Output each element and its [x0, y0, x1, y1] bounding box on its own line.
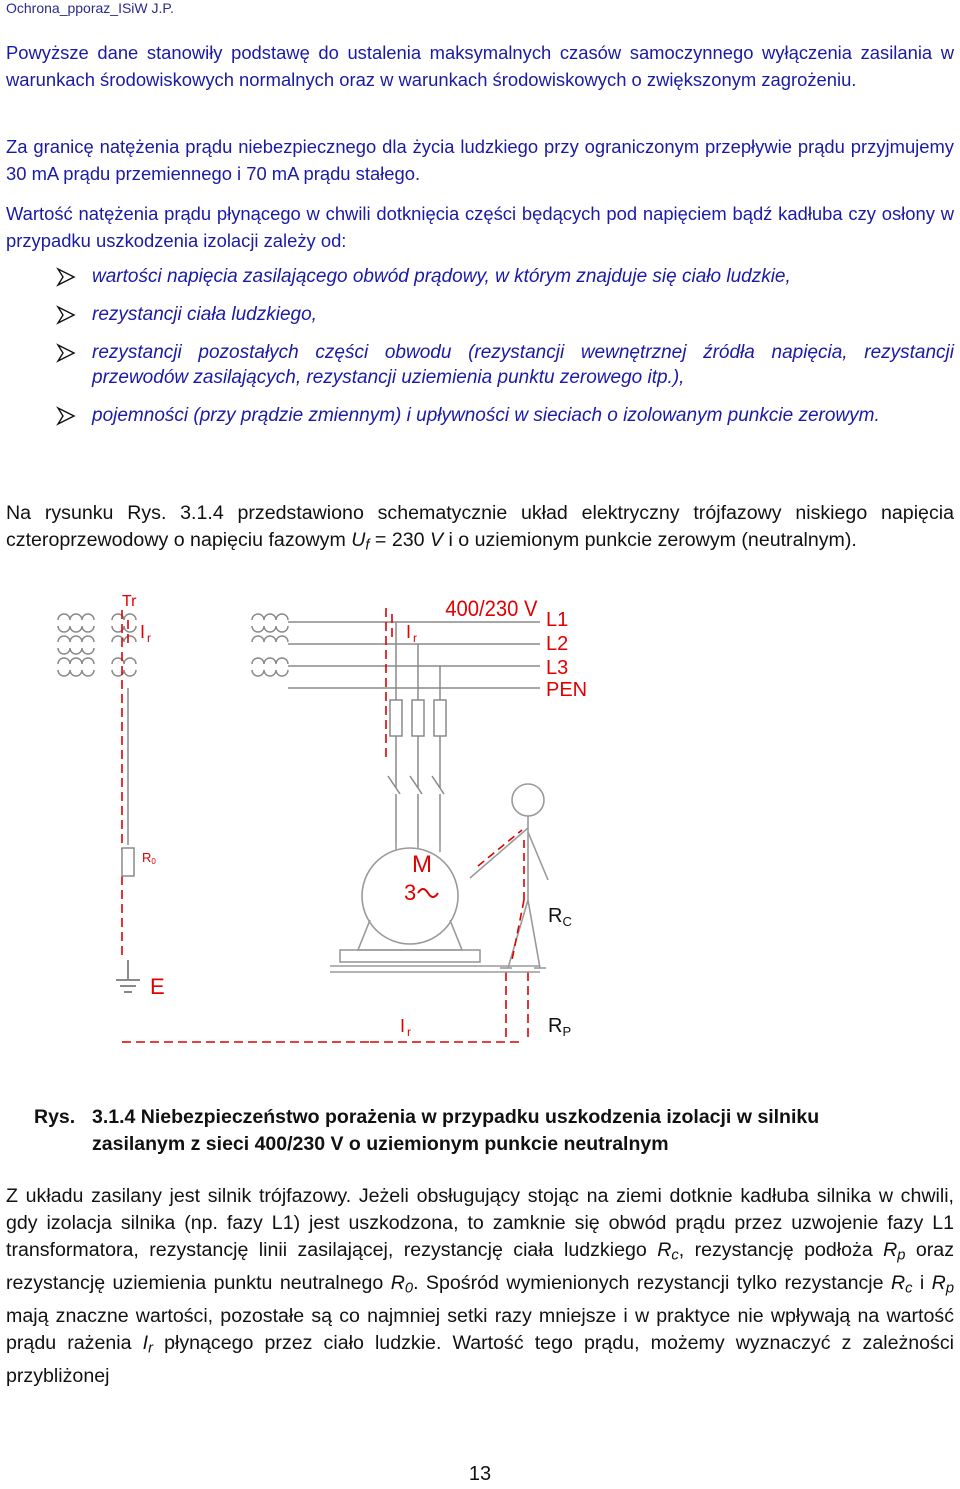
rc-label: $R_C$ — [548, 905, 572, 929]
earth-label: E — [150, 974, 165, 999]
paragraph-limits: Powyższe dane stanowiły podstawę do ustalenia maksymalnych czasów samoczynnego wyłączenia zasilania w warunkach środowiskowych normalnych oraz w warunkach środowiskowych o zwiększonym zagrożeniu. — [6, 42, 954, 90]
list-item-text: rezystancji pozostałych części obwodu (rezystancji wewnętrznej źródła napięcia, rezystancji przewodów zasilających, rezystancji uziemienia punktu zerowego itp.), — [92, 342, 954, 388]
figure-caption — [34, 1104, 912, 1158]
list-item — [6, 302, 954, 327]
caption-text: 3.1.4 Niebezpieczeństwo porażenia w przypadku uszkodzenia izolacji w silniku zasilanym z sieci 400/230 V o uziemionym punkcie neutralnym — [92, 1106, 820, 1155]
fuses — [390, 700, 446, 736]
voltage-label: 400/230 V — [445, 597, 538, 622]
list-item-text: pojemności (przy prądzie zmiennym) i upływności w sieciach o izolowanym punkcie zerowym. — [92, 405, 880, 426]
factors-list — [6, 264, 954, 441]
list-item — [6, 264, 954, 289]
running-header: Ochrona_pporaz_ISiW J.P. — [6, 0, 174, 16]
fault-current-path — [122, 608, 528, 1042]
line-label-pen: PEN — [546, 679, 588, 701]
r0-resistor — [122, 848, 134, 876]
motor-label-m: M — [412, 851, 432, 878]
list-item — [6, 403, 954, 428]
arrow-bullet-icon — [56, 267, 76, 287]
current-label-3: I $_r$ — [400, 1016, 412, 1039]
arrow-bullet-icon — [56, 305, 76, 325]
list-item-text: rezystancji ciała ludzkiego, — [92, 304, 317, 325]
arrow-bullet-icon — [56, 406, 76, 426]
paragraph-factors-intro: Wartość natężenia prądu płynącego w chwili dotknięcia części będących pod napięciem bądź kadłuba czy osłony w przypadku uszkodzenia izolacji zależy od: — [6, 203, 954, 251]
motor-label-3: 3 — [404, 880, 417, 905]
line-label-l2: L2 — [546, 633, 569, 655]
ac-tilde-icon — [418, 889, 438, 897]
bus-lines — [128, 622, 540, 845]
caption-lead: Rys. — [34, 1106, 76, 1128]
line-label-l1: L1 — [546, 609, 569, 631]
current-label-2: I $_r$ — [406, 622, 418, 645]
r0-label: R0 — [142, 850, 156, 866]
rp-label: $R_P$ — [548, 1015, 572, 1039]
list-item — [6, 340, 954, 390]
list-item-text: wartości napięcia zasilającego obwód prądowy, w którym znajduje się ciało ludzkie, — [92, 266, 791, 287]
paragraph-current-threshold: Za granicę natężenia prądu niebezpiecznego dla życia ludzkiego przy ograniczonym przepływie prądu przyjmujemy 30 mA prądu przemiennego i 70 mA prądu stałego. — [6, 136, 954, 184]
ground-icon — [116, 960, 140, 992]
transformer-label: Tr — [122, 593, 137, 610]
transformer-windings — [58, 614, 288, 676]
paragraph-figure-intro: Na rysunku Rys. 3.1.4 przedstawiono schematycznie układ elektryczny trójfazowy niskiego napięcia czteroprzewodowy o napięciu fazowym $U_f = 230$ V i o uziemionym punkcie zerowym (neutralnym). — [6, 502, 954, 554]
page-number: 13 — [468, 1463, 492, 1485]
electrical-diagram — [0, 580, 960, 1080]
paragraph-explanation: Z układu zasilany jest silnik trójfazowy. Jeżeli obsługujący stojąc na ziemi dotknie kadłuba silnika w chwili, gdy izolacja silnika (np. fazy L1) jest uszkodzona, to zamknie się obwód prądu przez uzwojenie fazy L1 transformatora, rezystancję linii zasilającej, rezystancję ciała ludzkiego $R_c$, rezystancję podłoża $R_p$ oraz rezystancję uziemienia punktu neutralnego $R_0$. Spośród wymienionych rezystancji tylko rezystancje $R_c$ i $R_p$ mają znaczne wartości, pozostałe są co najmniej setki razy mniejsze i w praktyce nie wpływają na wartość prądu rażenia $I_r$ płynącego przez ciało ludzkie. Wartość tego prądu, możemy wyznaczyć z zależności przybliżonej — [6, 1185, 955, 1388]
arrow-bullet-icon — [56, 343, 76, 363]
body-current-path — [478, 830, 524, 960]
line-label-l3: L3 — [546, 657, 569, 679]
person-figure — [470, 784, 548, 968]
current-label-1: I $_r$ — [140, 622, 152, 645]
